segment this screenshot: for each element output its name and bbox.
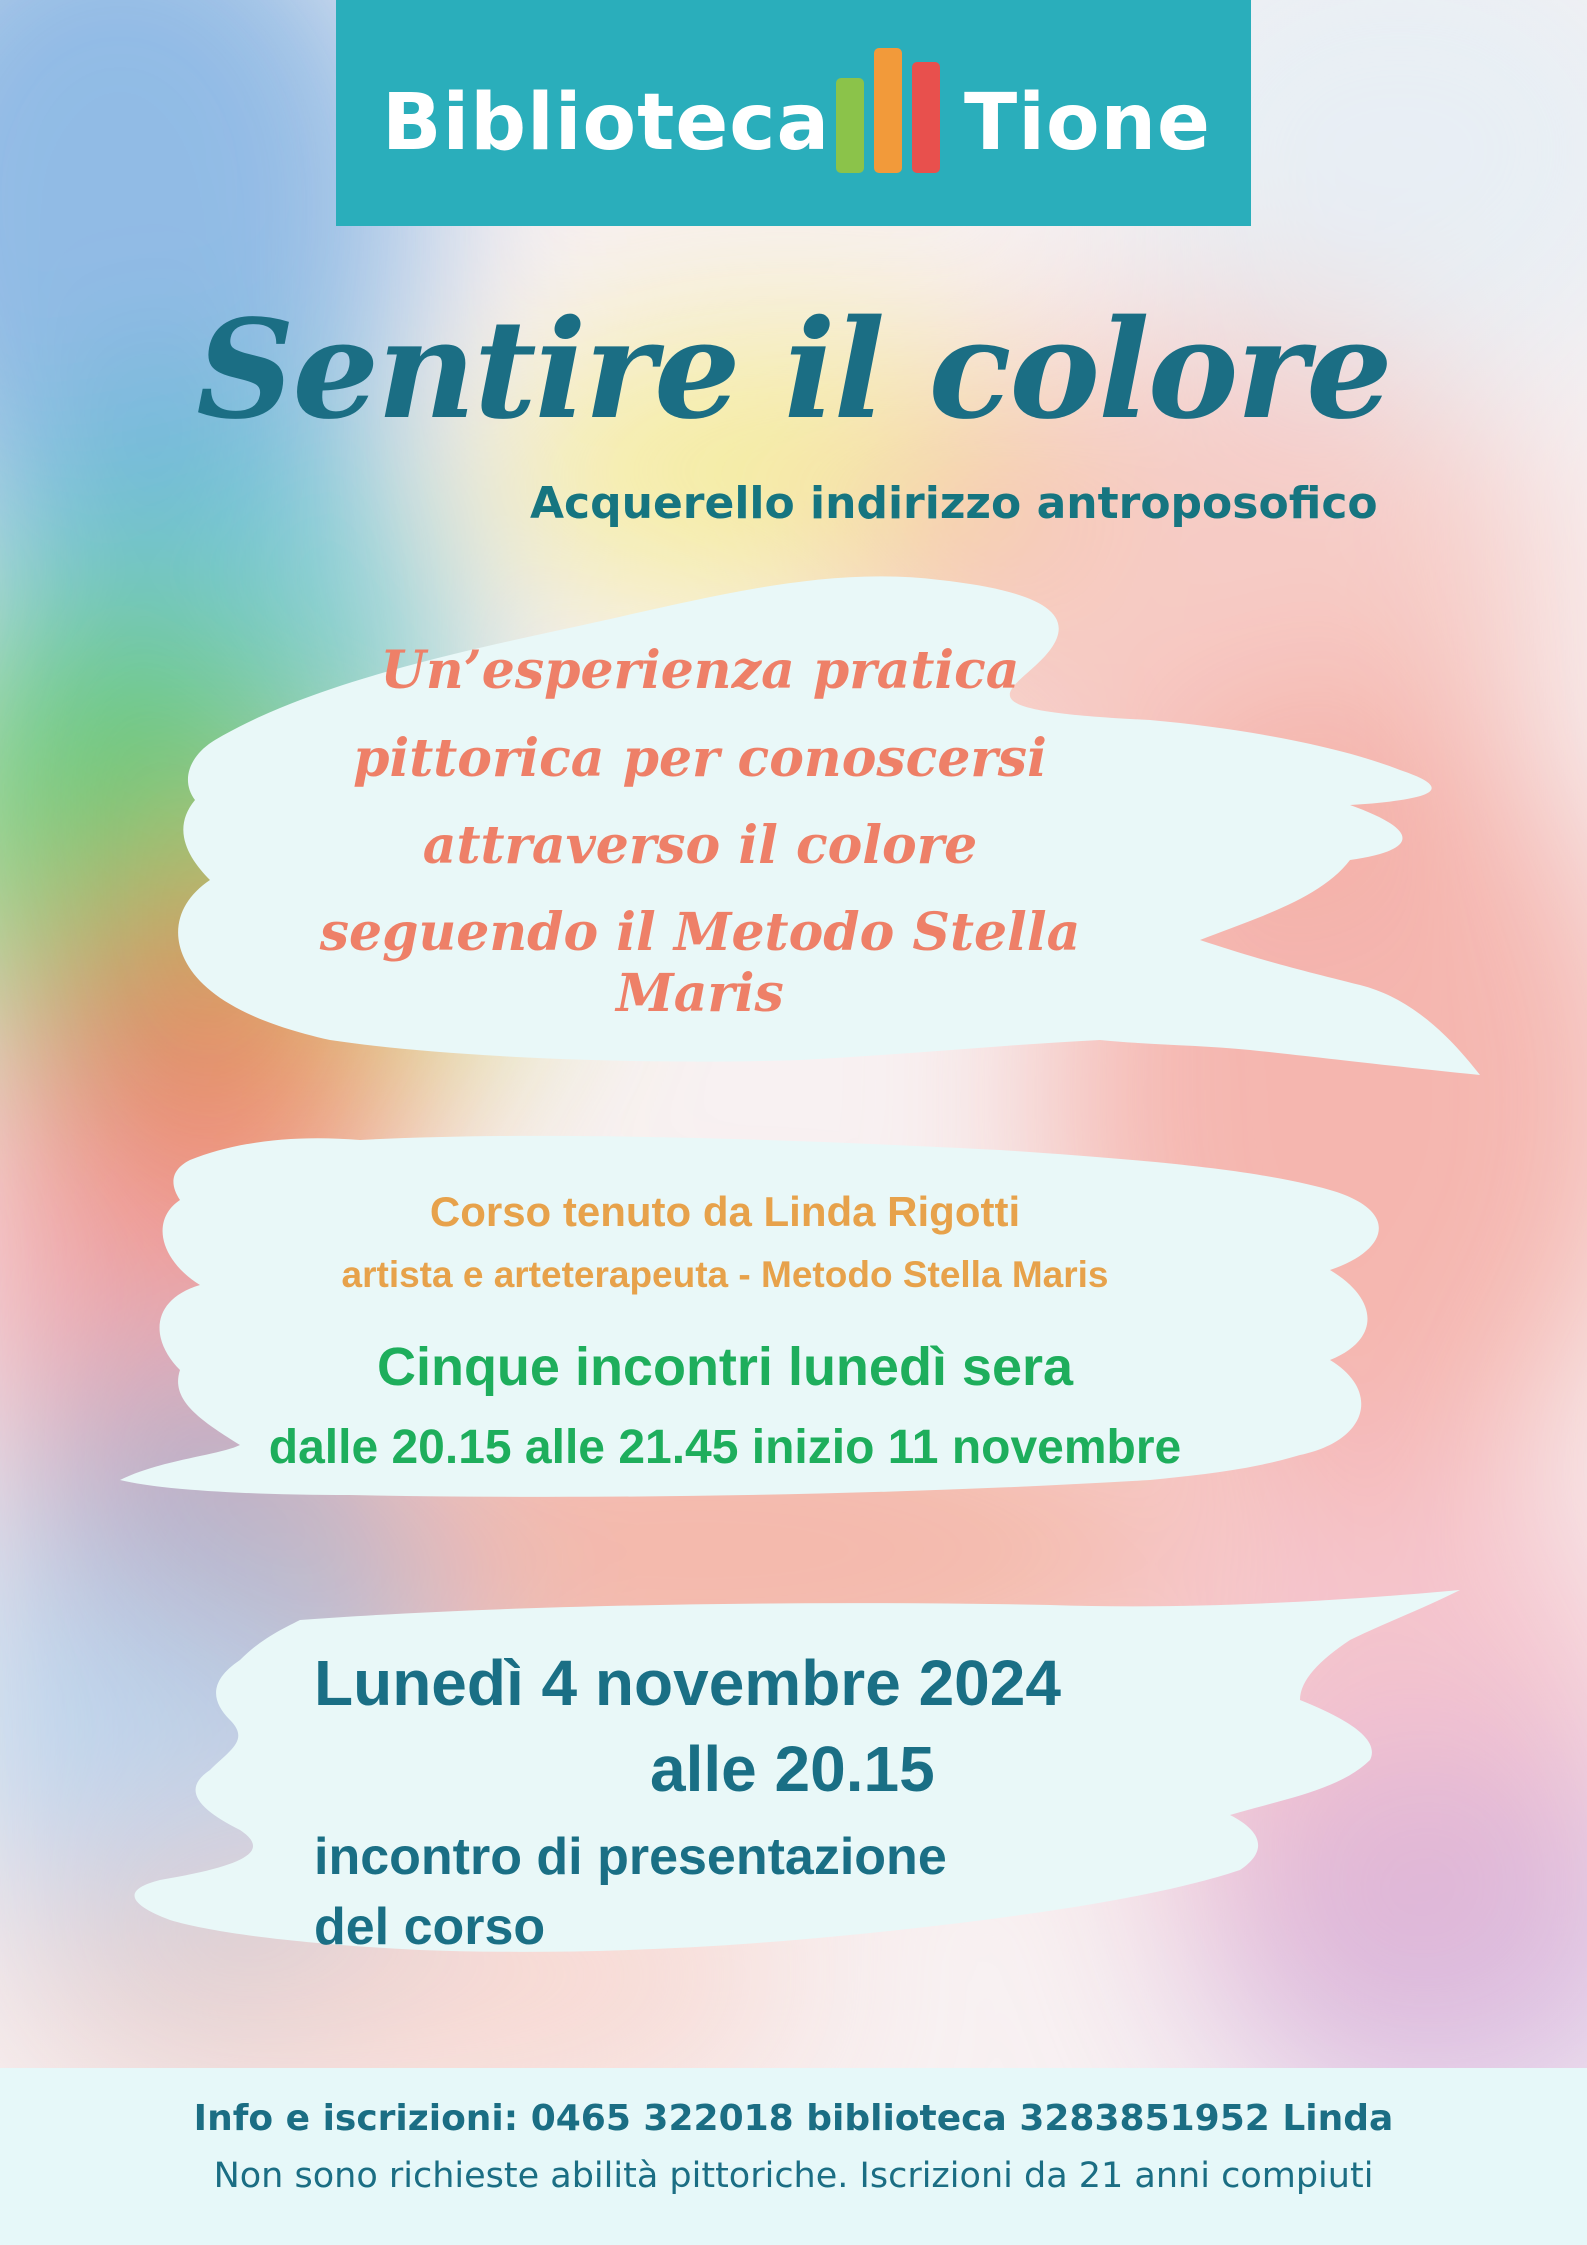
footer [0,2068,1587,2245]
logo-text-right: Tione [964,78,1211,168]
course-teacher: Corso tenuto da Linda Rigotti [429,1188,1021,1235]
course-schedule: dalle 20.15 alle 21.45 inizio 11 novembre [268,1421,1182,1474]
footer-note: Non sono richieste abilità pittoriche. Iscrizioni da 21 anni compiuti [213,2156,1374,2196]
books-icon [836,18,946,173]
logo-text-left: Biblioteca [382,78,831,168]
experience-line: seguendo il Metodo Stella Maris [319,902,1081,1024]
presentation-time: alle 20.15 [650,1733,935,1805]
footer-info: Info e iscrizioni: 0465 322018 biblioteca 3283851952 Linda [193,2098,1394,2139]
library-logo-banner [336,0,1251,226]
page-title: Sentire il colore [196,290,1391,450]
presentation-description [314,1822,1014,1962]
experience-line: pittorica per conoscersi [353,728,1047,789]
course-meetings: Cinque incontri lunedì sera [376,1337,1074,1397]
subtitle: Acquerello indirizzo antroposofico [530,478,1378,529]
presentation-description-line: incontro di presentazione [314,1828,947,1886]
experience-line: attraverso il colore [422,815,978,876]
presentation-date: Lunedì 4 novembre 2024 [314,1647,1061,1719]
presentation-description-line: del corso [314,1898,546,1956]
experience-line: Un’esperienza pratica [380,640,1020,701]
course-teacher-role: artista e arteterapeuta - Metodo Stella Maris [341,1254,1109,1295]
